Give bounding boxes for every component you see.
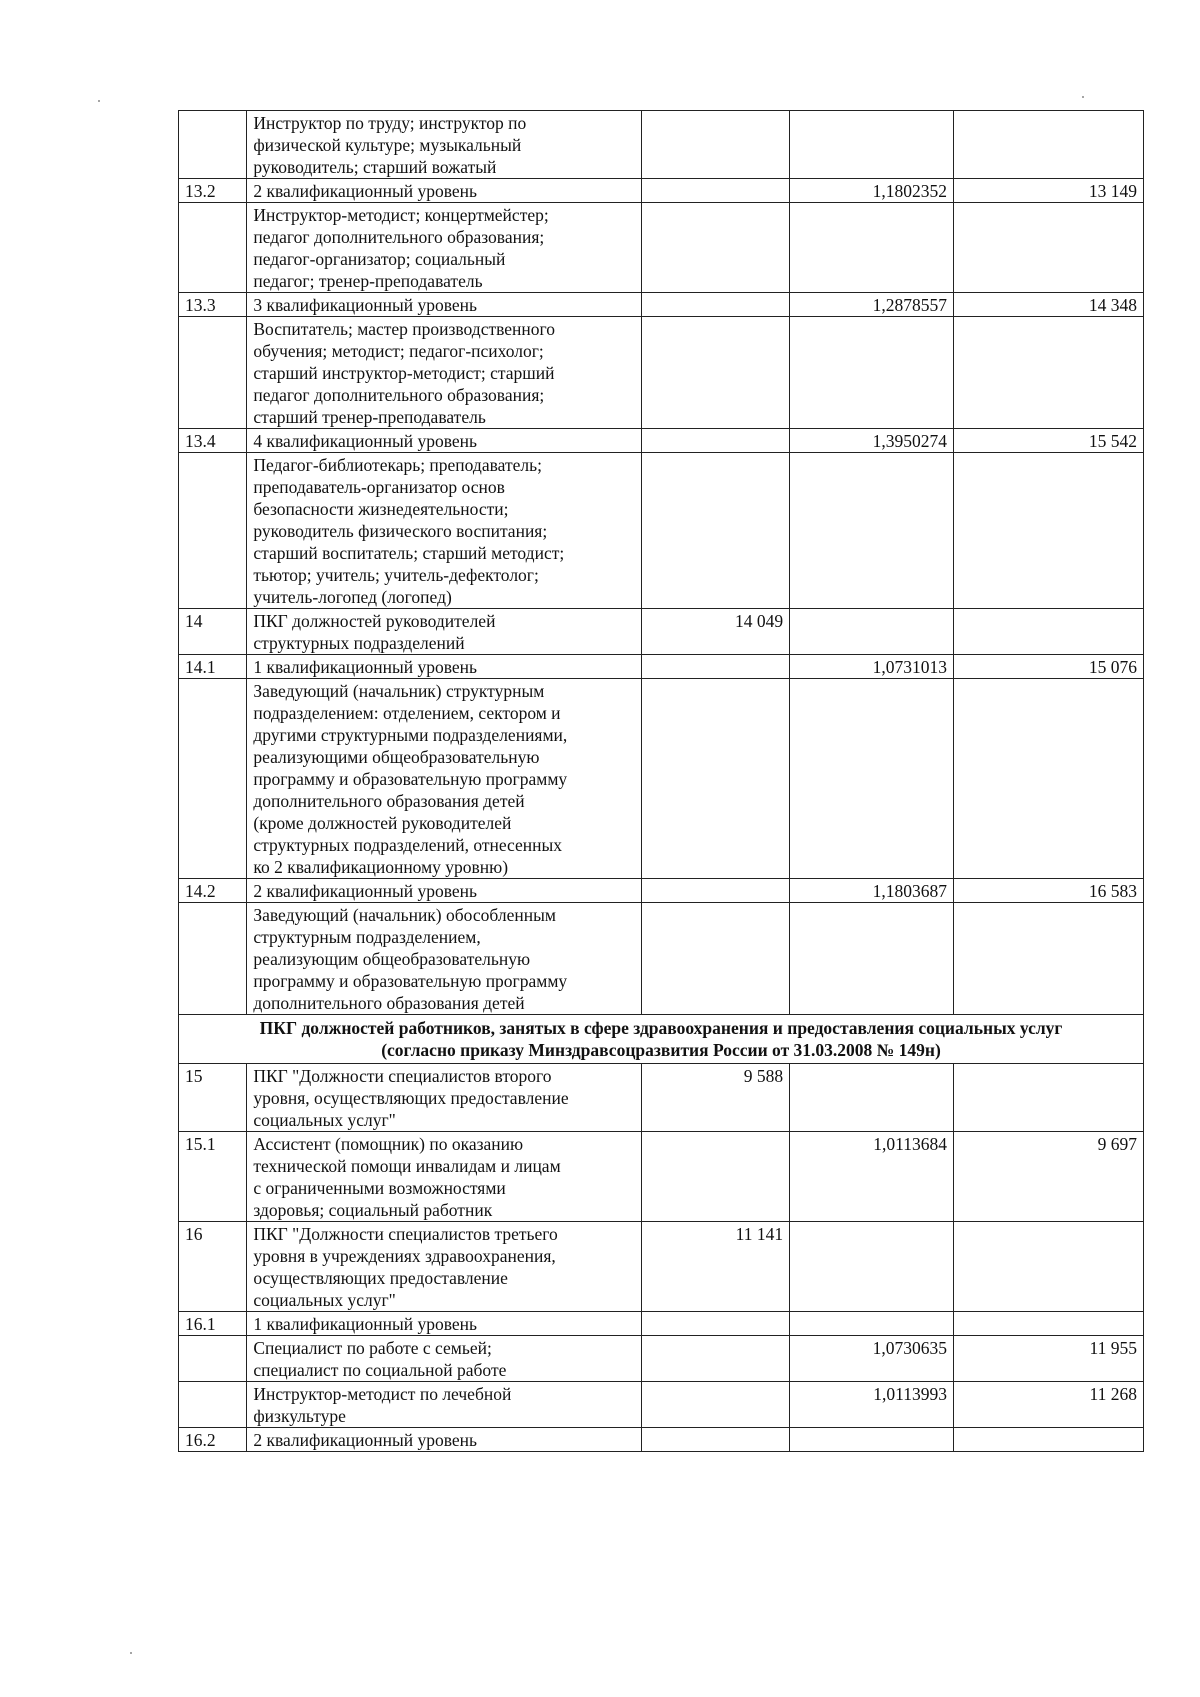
cell-text-line: структурных подразделений, отнесенных <box>253 835 563 855</box>
cell-text-line: 1 квалификационный уровень <box>253 1314 477 1334</box>
table-row <box>179 293 1144 317</box>
cell-text-line: руководитель; старший вожатый <box>253 157 497 177</box>
cell-text-line: здоровья; социальный работник <box>253 1200 493 1220</box>
row-number-cell <box>179 317 247 429</box>
salary-amount-cell <box>954 1064 1144 1132</box>
table-row <box>179 1064 1144 1132</box>
row-number-cell: 16 <box>179 1222 247 1312</box>
row-number-cell: 13.3 <box>179 293 247 317</box>
cell-text-line: 4 квалификационный уровень <box>253 431 477 451</box>
salary-amount-cell: 11 955 <box>954 1336 1144 1382</box>
cell-text-line: 3 квалификационный уровень <box>253 295 477 315</box>
position-name-cell <box>247 1382 642 1428</box>
cell-text-line: учитель-логопед (логопед) <box>253 587 452 607</box>
scan-speck <box>1082 96 1084 98</box>
cell-text-line: уровня в учреждениях здравоохранения, <box>253 1246 556 1266</box>
coefficient-cell <box>790 679 954 879</box>
coefficient-cell <box>790 1222 954 1312</box>
row-number-cell: 14.1 <box>179 655 247 679</box>
row-number-cell <box>179 1336 247 1382</box>
position-name-cell <box>247 1132 642 1222</box>
cell-text-line: педагог; тренер-преподаватель <box>253 271 483 291</box>
coefficient-cell: 1,0113993 <box>790 1382 954 1428</box>
cell-text-line: старший инструктор-методист; старший <box>253 363 555 383</box>
salary-amount-cell: 16 583 <box>954 879 1144 903</box>
cell-text-line: дополнительного образования детей <box>253 791 525 811</box>
cell-text-line: 2 квалификационный уровень <box>253 1430 477 1450</box>
cell-text-line: Инструктор-методист; концертмейстер; <box>253 205 549 225</box>
cell-text-line: педагог-организатор; социальный <box>253 249 506 269</box>
coefficient-cell <box>790 453 954 609</box>
cell-text-line: ПКГ должностей работников, занятых в сфере здравоохранения и предоставления социальных услуг <box>259 1018 1063 1038</box>
cell-text-line: 1 квалификационный уровень <box>253 657 477 677</box>
table-row <box>179 1428 1144 1452</box>
row-number-cell: 16.1 <box>179 1312 247 1336</box>
base-salary-cell <box>642 317 790 429</box>
position-name-cell <box>247 655 642 679</box>
cell-text-line: подразделением: отделением, сектором и <box>253 703 561 723</box>
base-salary-cell <box>642 1312 790 1336</box>
salary-amount-cell: 14 348 <box>954 293 1144 317</box>
scan-speck <box>98 100 100 102</box>
base-salary-cell <box>642 179 790 203</box>
position-name-cell <box>247 1336 642 1382</box>
table-row <box>179 679 1144 879</box>
table-row <box>179 317 1144 429</box>
coefficient-cell <box>790 317 954 429</box>
coefficient-cell: 1,0730635 <box>790 1336 954 1382</box>
cell-text-line: Педагог-библиотекарь; преподаватель; <box>253 455 542 475</box>
salary-table-body <box>179 111 1144 1452</box>
salary-amount-cell <box>954 317 1144 429</box>
base-salary-cell <box>642 429 790 453</box>
row-number-cell: 15 <box>179 1064 247 1132</box>
salary-amount-cell <box>954 203 1144 293</box>
cell-text-line: социальных услуг" <box>253 1290 396 1310</box>
row-number-cell <box>179 203 247 293</box>
cell-text-line: другими структурными подразделениями, <box>253 725 568 745</box>
cell-text-line: дополнительного образования детей <box>253 993 525 1013</box>
table-row <box>179 1382 1144 1428</box>
cell-text-line: структурных подразделений <box>253 633 465 653</box>
cell-text-line: Инструктор-методист по лечебной <box>253 1384 512 1404</box>
coefficient-cell: 1,1802352 <box>790 179 954 203</box>
position-name-cell <box>247 317 642 429</box>
cell-text-line: социальных услуг" <box>253 1110 396 1130</box>
cell-text-line: специалист по социальной работе <box>253 1360 507 1380</box>
salary-table <box>178 110 1144 1452</box>
cell-text-line: уровня, осуществляющих предоставление <box>253 1088 569 1108</box>
table-row <box>179 111 1144 179</box>
base-salary-cell <box>642 1382 790 1428</box>
row-number-cell: 14.2 <box>179 879 247 903</box>
row-number-cell: 13.2 <box>179 179 247 203</box>
salary-amount-cell <box>954 679 1144 879</box>
scan-speck <box>130 1652 132 1654</box>
cell-text-line: руководитель физического воспитания; <box>253 521 548 541</box>
cell-text-line: тьютор; учитель; учитель-дефектолог; <box>253 565 539 585</box>
position-name-cell <box>247 903 642 1015</box>
section-title-cell <box>179 1015 1144 1064</box>
row-number-cell: 14 <box>179 609 247 655</box>
coefficient-cell <box>790 903 954 1015</box>
table-row <box>179 1336 1144 1382</box>
table-row <box>179 203 1144 293</box>
base-salary-cell: 9 588 <box>642 1064 790 1132</box>
cell-text-line: реализующим общеобразовательную <box>253 949 531 969</box>
salary-amount-cell <box>954 1428 1144 1452</box>
position-name-cell <box>247 1428 642 1452</box>
table-row <box>179 609 1144 655</box>
position-name-cell <box>247 179 642 203</box>
coefficient-cell: 1,2878557 <box>790 293 954 317</box>
base-salary-cell <box>642 903 790 1015</box>
row-number-cell: 13.4 <box>179 429 247 453</box>
position-name-cell <box>247 111 642 179</box>
cell-text-line: ПКГ "Должности специалистов второго <box>253 1066 552 1086</box>
cell-text-line: структурным подразделением, <box>253 927 481 947</box>
cell-text-line: преподаватель-организатор основ <box>253 477 505 497</box>
salary-amount-cell: 11 268 <box>954 1382 1144 1428</box>
coefficient-cell <box>790 111 954 179</box>
row-number-cell <box>179 453 247 609</box>
position-name-cell <box>247 203 642 293</box>
coefficient-cell <box>790 1312 954 1336</box>
coefficient-cell: 1,1803687 <box>790 879 954 903</box>
cell-text-line: ПКГ "Должности специалистов третьего <box>253 1224 558 1244</box>
cell-text-line: технической помощи инвалидам и лицам <box>253 1156 561 1176</box>
coefficient-cell <box>790 203 954 293</box>
position-name-cell <box>247 1222 642 1312</box>
table-row <box>179 1132 1144 1222</box>
row-number-cell <box>179 1382 247 1428</box>
position-name-cell <box>247 679 642 879</box>
table-row <box>179 179 1144 203</box>
base-salary-cell <box>642 1336 790 1382</box>
cell-text-line: программу и образовательную программу <box>253 971 568 991</box>
row-number-cell <box>179 111 247 179</box>
cell-text-line: Заведующий (начальник) обособленным <box>253 905 556 925</box>
coefficient-cell <box>790 1064 954 1132</box>
cell-text-line: педагог дополнительного образования; <box>253 385 545 405</box>
cell-text-line: (согласно приказу Минздравсоцразвития России от 31.03.2008 № 149н) <box>381 1040 941 1060</box>
cell-text-line: ПКГ должностей руководителей <box>253 611 496 631</box>
coefficient-cell <box>790 1428 954 1452</box>
cell-text-line: программу и образовательную программу <box>253 769 568 789</box>
base-salary-cell <box>642 111 790 179</box>
base-salary-cell <box>642 655 790 679</box>
position-name-cell <box>247 293 642 317</box>
salary-amount-cell <box>954 1222 1144 1312</box>
base-salary-cell <box>642 679 790 879</box>
table-row <box>179 655 1144 679</box>
cell-text-line: физической культуре; музыкальный <box>253 135 522 155</box>
base-salary-cell <box>642 879 790 903</box>
table-row <box>179 903 1144 1015</box>
table-row <box>179 1222 1144 1312</box>
cell-text-line: старший тренер-преподаватель <box>253 407 486 427</box>
cell-text-line: Заведующий (начальник) структурным <box>253 681 545 701</box>
base-salary-cell: 14 049 <box>642 609 790 655</box>
section-header-row <box>179 1015 1144 1064</box>
base-salary-cell <box>642 293 790 317</box>
cell-text-line: реализующими общеобразовательную <box>253 747 540 767</box>
base-salary-cell <box>642 203 790 293</box>
coefficient-cell: 1,3950274 <box>790 429 954 453</box>
position-name-cell <box>247 609 642 655</box>
position-name-cell <box>247 879 642 903</box>
cell-text-line: Специалист по работе с семьей; <box>253 1338 492 1358</box>
cell-text-line: Инструктор по труду; инструктор по <box>253 113 527 133</box>
document-page <box>178 110 1144 1452</box>
cell-text-line: осуществляющих предоставление <box>253 1268 508 1288</box>
base-salary-cell <box>642 1428 790 1452</box>
table-row <box>179 429 1144 453</box>
base-salary-cell <box>642 1132 790 1222</box>
salary-amount-cell: 15 076 <box>954 655 1144 679</box>
coefficient-cell <box>790 609 954 655</box>
salary-amount-cell <box>954 1312 1144 1336</box>
base-salary-cell: 11 141 <box>642 1222 790 1312</box>
salary-amount-cell <box>954 453 1144 609</box>
cell-text-line: Воспитатель; мастер производственного <box>253 319 556 339</box>
cell-text-line: ко 2 квалификационному уровню) <box>253 857 509 877</box>
cell-text-line: безопасности жизнедеятельности; <box>253 499 509 519</box>
salary-amount-cell <box>954 609 1144 655</box>
table-row <box>179 1312 1144 1336</box>
row-number-cell <box>179 679 247 879</box>
row-number-cell: 15.1 <box>179 1132 247 1222</box>
row-number-cell: 16.2 <box>179 1428 247 1452</box>
coefficient-cell: 1,0113684 <box>790 1132 954 1222</box>
table-row <box>179 879 1144 903</box>
row-number-cell <box>179 903 247 1015</box>
cell-text-line: обучения; методист; педагог-психолог; <box>253 341 544 361</box>
cell-text-line: Ассистент (помощник) по оказанию <box>253 1134 524 1154</box>
salary-amount-cell: 13 149 <box>954 179 1144 203</box>
cell-text-line: (кроме должностей руководителей <box>253 813 512 833</box>
salary-amount-cell <box>954 111 1144 179</box>
position-name-cell <box>247 1312 642 1336</box>
cell-text-line: 2 квалификационный уровень <box>253 181 477 201</box>
position-name-cell <box>247 1064 642 1132</box>
table-row <box>179 453 1144 609</box>
coefficient-cell: 1,0731013 <box>790 655 954 679</box>
position-name-cell <box>247 453 642 609</box>
base-salary-cell <box>642 453 790 609</box>
cell-text-line: 2 квалификационный уровень <box>253 881 477 901</box>
cell-text-line: с ограниченными возможностями <box>253 1178 506 1198</box>
salary-amount-cell: 9 697 <box>954 1132 1144 1222</box>
position-name-cell <box>247 429 642 453</box>
salary-amount-cell: 15 542 <box>954 429 1144 453</box>
cell-text-line: старший воспитатель; старший методист; <box>253 543 565 563</box>
cell-text-line: физкультуре <box>253 1406 346 1426</box>
salary-amount-cell <box>954 903 1144 1015</box>
cell-text-line: педагог дополнительного образования; <box>253 227 545 247</box>
